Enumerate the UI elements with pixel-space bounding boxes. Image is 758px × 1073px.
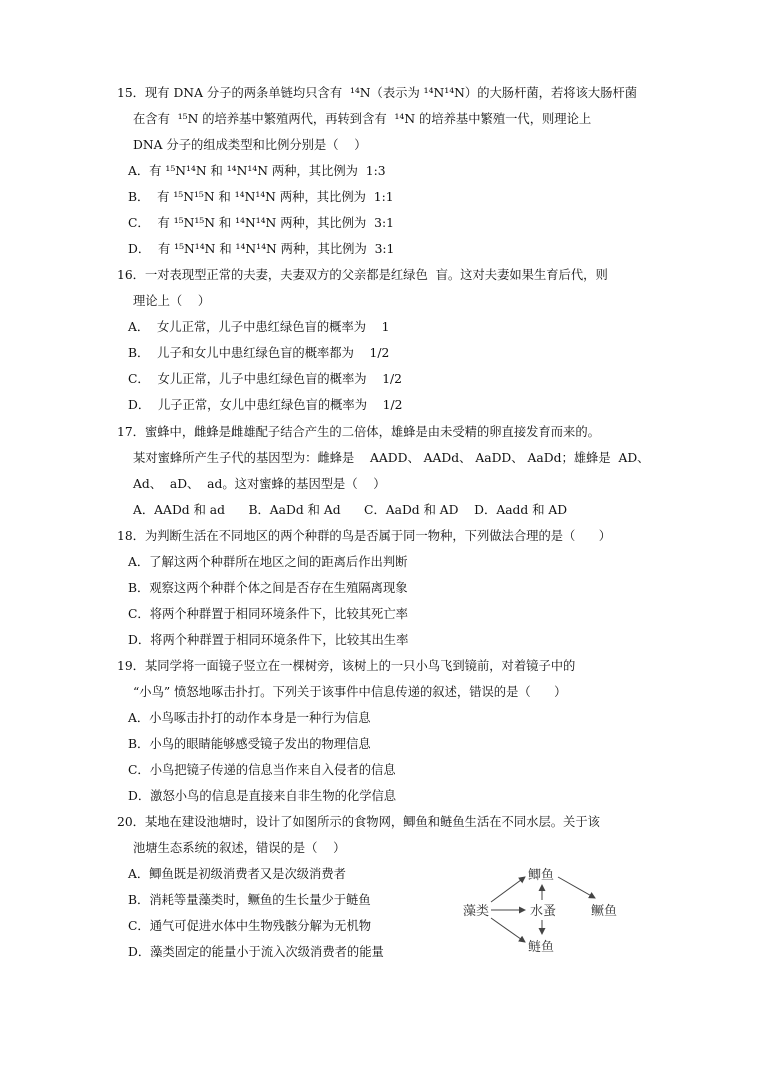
q15-option-d: D． 有 ¹⁵N¹⁴N 和 ¹⁴N¹⁴N 两种，其比例为 3:1: [128, 242, 395, 256]
q16-option-d: D． 儿子正常，女儿中患红绿色盲的概率为 1/2: [128, 398, 403, 412]
q20-option-c: C．通气可促进水体中生物残骸分解为无机物: [128, 919, 372, 933]
q19-option-b: B．小鸟的眼睛能够感受镜子发出的物理信息: [128, 737, 371, 751]
q15-stem-line-3: DNA 分子的组成类型和比例分别是（ ）: [133, 138, 367, 152]
q16-option-c: C． 女儿正常，儿子中患红绿色盲的概率为 1/2: [128, 372, 402, 386]
q20-stem-line-1: 20．某地在建设池塘时，设计了如图所示的食物网，鲫鱼和鲢鱼生活在不同水层。关于该: [117, 815, 600, 829]
q17-stem-line-3: Ad、 aD、 ad。这对蜜蜂的基因型是（ ）: [133, 477, 386, 491]
q19-option-a: A．小鸟啄击扑打的动作本身是一种行为信息: [128, 711, 371, 725]
node-mandarin-fish: 鳜鱼: [591, 904, 618, 919]
q20-option-a: A．鲫鱼既是初级消费者又是次级消费者: [128, 867, 346, 881]
q20-stem-line-2: 池塘生态系统的叙述，错误的是（ ）: [133, 841, 346, 855]
q19-option-d: D．激怒小鸟的信息是直接来自非生物的化学信息: [128, 789, 397, 803]
q15-option-b: B． 有 ¹⁵N¹⁵N 和 ¹⁴N¹⁴N 两种，其比例为 1:1: [128, 190, 394, 204]
node-silver-carp: 鲢鱼: [528, 940, 555, 955]
edge-crucian-mandarin: [558, 877, 595, 898]
node-algae: 藻类: [463, 904, 490, 919]
q16-stem-line-1: 16．一对表现型正常的夫妻，夫妻双方的父亲都是红绿色 盲。这对夫妻如果生育后代，则: [117, 268, 608, 282]
node-water-flea: 水蚤: [530, 904, 557, 919]
q18-option-a: A．了解这两个种群所在地区之间的距离后作出判断: [128, 555, 408, 569]
q15-stem-line-2: 在含有 ¹⁵N 的培养基中繁殖两代，再转到含有 ¹⁴N 的培养基中繁殖一代，则理论上: [133, 112, 592, 126]
q16-option-a: A． 女儿正常，儿子中患红绿色盲的概率为 1: [128, 320, 390, 334]
q17-stem-line-2: 某对蜜蜂所产生子代的基因型为：雌蜂是 AADD、 AADd、 AaDD、 AaDd；雄蜂是 AD、: [133, 451, 650, 465]
q17-options: A．AADd 和 ad B．AaDd 和 Ad C．AaDd 和 AD D．Aadd 和 AD: [133, 503, 568, 517]
node-crucian-carp: 鲫鱼: [528, 868, 555, 883]
food-web-diagram: [455, 862, 635, 962]
q17-stem-line-1: 17．蜜蜂中，雌蜂是雌雄配子结合产生的二倍体，雄蜂是由未受精的卵直接发育而来的。: [117, 425, 600, 439]
edge-algae-crucian: [491, 877, 525, 902]
q16-stem-line-2: 理论上（ ）: [133, 294, 211, 308]
q16-option-b: B． 儿子和女儿中患红绿色盲的概率都为 1/2: [128, 346, 390, 360]
q18-stem-line-1: 18．为判断生活在不同地区的两个种群的鸟是否属于同一物种，下列做法合理的是（ ）: [117, 529, 612, 543]
q18-option-d: D．将两个种群置于相同环境条件下，比较其出生率: [128, 633, 409, 647]
q19-option-c: C．小鸟把镜子传递的信息当作来自入侵者的信息: [128, 763, 396, 777]
q15-option-c: C． 有 ¹⁵N¹⁵N 和 ¹⁴N¹⁴N 两种，其比例为 3:1: [128, 216, 394, 230]
q20-option-d: D．藻类固定的能量小于流入次级消费者的能量: [128, 945, 384, 959]
q20-option-b: B．消耗等量藻类时，鳜鱼的生长量少于鲢鱼: [128, 893, 371, 907]
q18-option-c: C．将两个种群置于相同环境条件下，比较其死亡率: [128, 607, 408, 621]
q19-stem-line-2: “小鸟” 愤怒地啄击扑打。下列关于该事件中信息传递的叙述，错误的是（ ）: [133, 685, 567, 699]
edge-algae-silver: [491, 918, 525, 942]
q19-stem-line-1: 19．某同学将一面镜子竖立在一棵树旁，该树上的一只小鸟飞到镜前，对着镜子中的: [117, 659, 576, 673]
q15-stem-line-1: 15．现有 DNA 分子的两条单链均只含有 ¹⁴N（表示为 ¹⁴N¹⁴N）的大肠杆菌，若将该大肠杆菌: [117, 86, 638, 100]
q15-option-a: A．有 ¹⁵N¹⁴N 和 ¹⁴N¹⁴N 两种，其比例为 1:3: [128, 164, 386, 178]
q18-option-b: B．观察这两个种群个体之间是否存在生殖隔离现象: [128, 581, 408, 595]
